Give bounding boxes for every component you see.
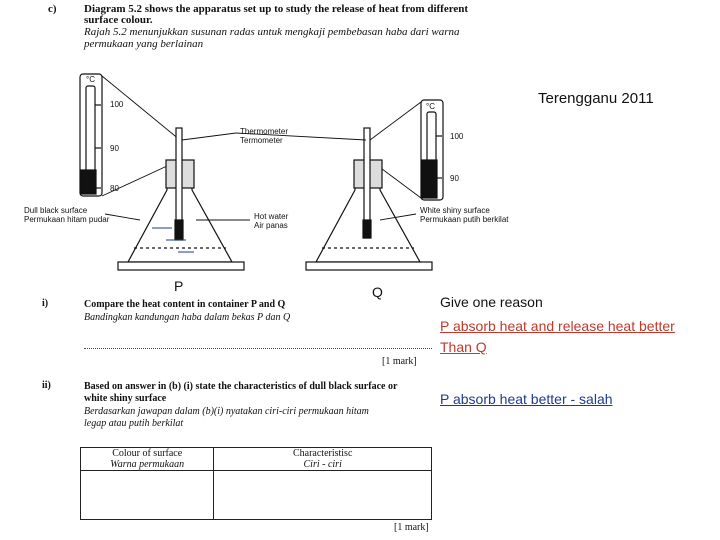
thermometer-label-my: Termometer	[240, 136, 283, 145]
bench-base	[118, 262, 432, 270]
dull-black-label-my: Permukaan hitam pudar	[24, 215, 110, 224]
wrong-answer-note: P absorb heat better - salah	[440, 391, 613, 407]
question-title-en-1: Diagram 5.2 shows the apparatus set up to study the release of heat from different	[84, 3, 469, 15]
part-i-answer-line	[84, 348, 432, 349]
part-ii-question-en-1: Based on answer in (b) (i) state the characteristics of dull black surface or	[84, 381, 398, 392]
flask-p	[128, 128, 232, 262]
right-thermo-unit: °C	[426, 102, 435, 111]
container-p-label: P	[174, 278, 184, 294]
left-thermo-unit: °C	[86, 75, 95, 84]
question-title-en-2: surface colour.	[84, 14, 153, 26]
flask-q	[316, 128, 420, 262]
characteristics-table	[80, 447, 432, 520]
hot-water-label-en: Hot water	[254, 212, 289, 221]
question-part-label: c)	[48, 3, 57, 15]
part-i-question-en: Compare the heat content in container P and Q	[84, 299, 286, 310]
header-characteristics-my: Ciri - ciri	[303, 459, 342, 470]
part-i-number: i)	[42, 298, 49, 309]
part-ii-number: ii)	[42, 380, 51, 391]
table-header-row	[81, 448, 432, 471]
thermometer-label-en: Thermometer	[240, 127, 289, 136]
give-reason-note: Give one reason	[440, 294, 543, 310]
question-title-my-1: Rajah 5.2 menunjukkan susunan radas untuk mengkaji pembebasan haba dari warna	[84, 26, 460, 38]
answer-note-line-1: P absorb heat and release heat better	[440, 318, 675, 334]
part-ii-mark: [1 mark]	[394, 522, 429, 533]
part-i-question-my: Bandingkan kandungan haba dalam bekas P dan Q	[84, 312, 291, 323]
part-i-mark: [1 mark]	[382, 356, 417, 367]
right-thermometer	[421, 100, 443, 200]
part-ii-question-my-2: legap atau putih berkilat	[84, 418, 184, 429]
left-thermometer	[80, 74, 102, 196]
table-cell-characteristics	[214, 471, 432, 520]
left-scale-100: 100	[110, 100, 124, 109]
header-characteristics	[214, 448, 432, 471]
right-scale-90: 90	[450, 174, 459, 183]
header-colour-of-surface	[81, 448, 214, 471]
question-title-my-2: permukaan yang berlainan	[84, 38, 204, 50]
source-label: Terengganu 2011	[538, 90, 654, 107]
dull-black-label-en: Dull black surface	[24, 206, 88, 215]
right-scale-100: 100	[450, 132, 464, 141]
table-cell-colour	[81, 471, 214, 520]
part-ii-question-en-2: white shiny surface	[84, 393, 167, 404]
white-shiny-label-my: Permukaan putih berkilat	[420, 215, 509, 224]
header-colour-en: Colour of surface	[112, 448, 183, 459]
header-colour-my: Warna permukaan	[110, 459, 185, 470]
container-q-label: Q	[372, 284, 383, 300]
left-scale-90: 90	[110, 144, 119, 153]
table-row	[81, 471, 432, 520]
answer-note-line-2: Than Q	[440, 339, 487, 355]
part-ii-question-my-1: Berdasarkan jawapan dalam (b)(i) nyatakan ciri-ciri permukaan hitam	[84, 406, 369, 417]
white-shiny-label-en: White shiny surface	[420, 206, 490, 215]
hot-water-label-my: Air panas	[254, 221, 288, 230]
left-scale-80: 80	[110, 184, 119, 193]
header-characteristics-en: Characteristisc	[292, 448, 353, 459]
